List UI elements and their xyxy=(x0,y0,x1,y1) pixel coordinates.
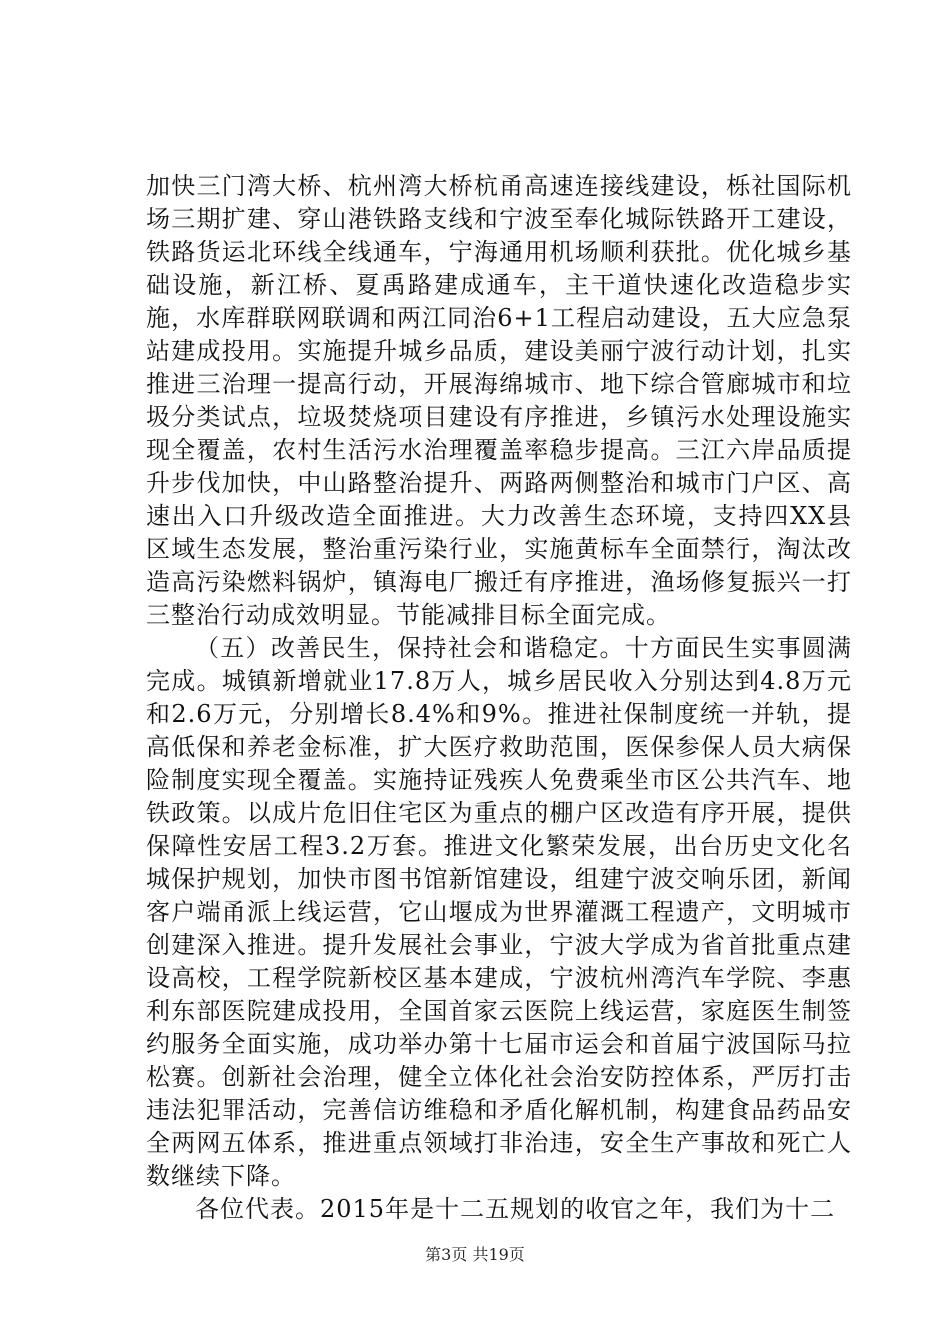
document-body xyxy=(146,170,852,1226)
paragraph-continuation: 加快三门湾大桥、杭州湾大桥杭甬高速连接线建设，栎社国际机场三期扩建、穿山港铁路支线和宁波至奉化城际铁路开工建设，铁路货运北环线全线通车，宁海通用机场顺利获批。优化城乡基础设施，新江桥、夏禹路建成通车，主干道快速化改造稳步实施，水库群联网联调和两江同治6+1工程启动建设，五大应急泵站建成投用。实施提升城乡品质，建设美丽宁波行动计划，扎实推进三治理一提高行动，开展海绵城市、地下综合管廊城市和垃圾分类试点，垃圾焚烧项目建设有序推进，乡镇污水处理设施实现全覆盖，农村生活污水治理覆盖率稳步提高。三江六岸品质提升步伐加快，中山路整治提升、两路两侧整治和城市门户区、高速出入口升级改造全面推进。大力改善生态环境，支持四XX县区域生态发展，整治重污染行业，实施黄标车全面禁行，淘汰改造高污染燃料锅炉，镇海电厂搬迁有序推进，渔场修复振兴一打三整治行动成效明显。节能减排目标全面完成。 xyxy=(146,172,852,629)
page-number-footer: 第3页 共19页 xyxy=(425,1245,525,1264)
paragraph-livelihood: （五）改善民生，保持社会和谐稳定。十方面民生实事圆满完成。城镇新增就业17.8万人，城乡居民收入分别达到4.8万元和2.6万元，分别增长8.4%和9%。推进社保制度统一并轨，提高低保和养老金标准，扩大医疗救助范围，医保参保人员大病保险制度实现全覆盖。实施持证残疾人免费乘坐市区公共汽车、地铁政策。以成片危旧住宅区为重点的棚户区改造有序开展，提供保障性安居工程3.2万套。推进文化繁荣发展，出台历史文化名城保护规划，加快市图书馆新馆建设，组建宁波交响乐团，新闻客户端甬派上线运营，它山堰成为世界灌溉工程遗产，文明城市创建深入推进。提升发展社会事业，宁波大学成为省首批重点建设高校，工程学院新校区基本建成，宁波杭州湾汽车学院、李惠利东部医院建成投用，全国首家云医院上线运营，家庭医生制签约服务全面实施，成功举办第十七届市运会和首届宁波国际马拉松赛。创新社会治理，健全立体化社会治安防控体系，严厉打击违法犯罪活动，完善信访维稳和矛盾化解机制，构建食品药品安全两网五体系，推进重点领域打非治违，安全生产事故和死亡人数继续下降。 xyxy=(146,634,852,1190)
paragraph-delegates: 各位代表。2015年是十二五规划的收官之年，我们为十二 xyxy=(195,1195,836,1223)
